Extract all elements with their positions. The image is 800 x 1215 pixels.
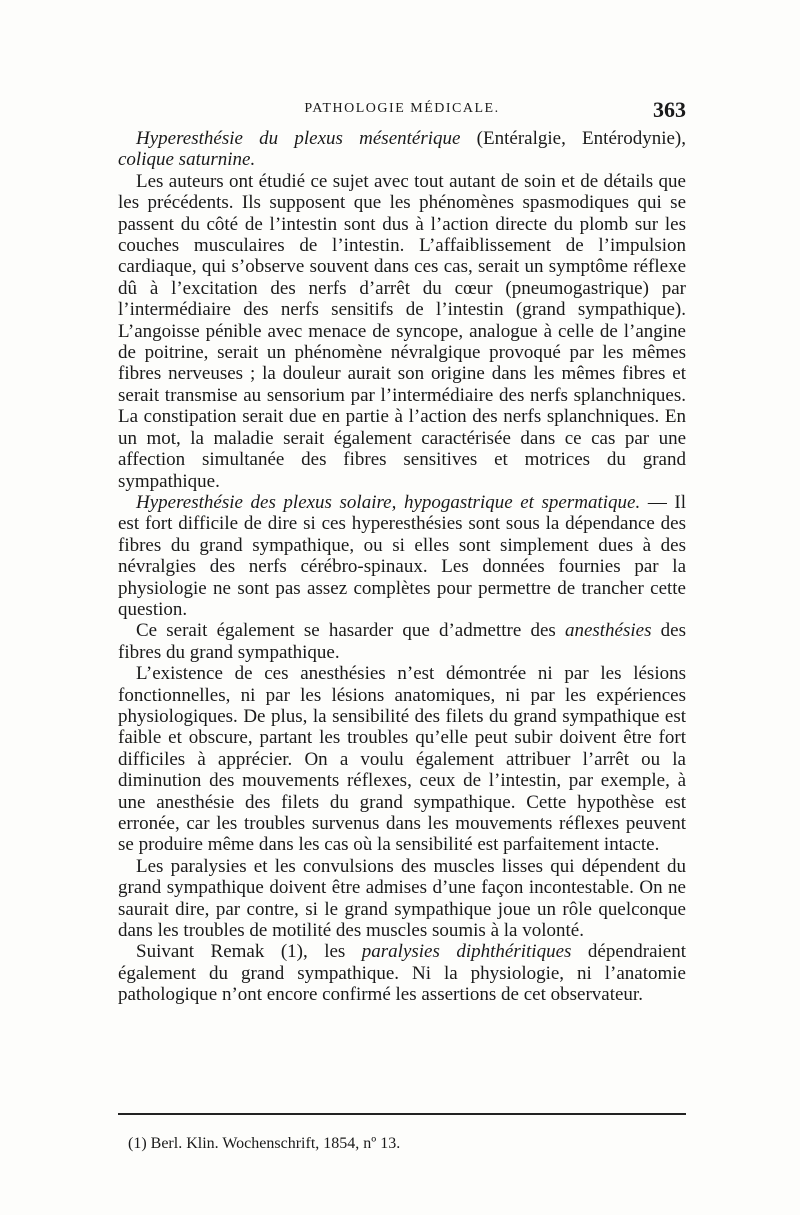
body-text	[118, 128, 686, 1006]
page-header	[118, 97, 686, 123]
paragraph-text: Ce serait également se hasarder que d’admettre des	[136, 620, 565, 642]
italic-term-paralysies: paralysies diphthéritiques	[361, 941, 572, 963]
paragraph-existence: L’existence de ces anesthésies n’est démontrée ni par les lésions fonctionnelles, ni par les lésions anatomiques, ni par les expériences physiologiques. De plus, la sensibilité des filets du grand sympathique est faible et obscure, partant les troubles qu’elle peut subir doivent être fort difficiles à apprécier. On a voulu également attribuer l’arrêt ou la diminution des mouvements réflexes, ceux de l’intestin, par exemple, à une anesthésie des filets du grand sympathique. Cette hypothèse est erronée, car les troubles survenus dans les mouvements réflexes peuvent se produire même dans les cas où la sensibilité est parfaitement intacte.	[118, 663, 686, 856]
paragraph-mesenteric-heading	[118, 128, 686, 171]
section-heading-saturnine: colique saturnine.	[118, 149, 256, 171]
footnote-rule	[118, 1113, 686, 1115]
paragraph-remak	[118, 941, 686, 1005]
paragraph-text: dépendraient également du grand sympathique. Ni la physiologie, ni l’anatomie pathologique n’ont encore confirmé les assertions de cet observateur.	[118, 941, 687, 1006]
paragraph-solar-plexus	[118, 492, 686, 620]
paragraph-text: — Il est fort difficile de dire si ces hyperesthésies sont sous la dépendance des fibres du grand sympathique, ou si elles sont simplement dues à des névralgies des nerfs cérébro-spinaux. Les données fournies par la physiologie ne sont pas assez complètes pour permettre de trancher cette question.	[118, 491, 687, 620]
page-number: 363	[653, 97, 686, 122]
section-heading-solar: Hyperesthésie des plexus solaire, hypogastrique et spermatique.	[136, 491, 641, 513]
italic-term-anesthesies: anesthésies	[564, 620, 652, 642]
paragraph-text: des fibres du grand sympathique.	[118, 620, 687, 663]
paragraph-anesthesias	[118, 620, 686, 663]
running-title: PATHOLOGIE MÉDICALE.	[304, 101, 500, 116]
footnote: (1) Berl. Klin. Wochenschrift, 1854, nº 13.	[128, 1135, 401, 1152]
paragraph-paralysies: Les paralysies et les convulsions des muscles lisses qui dépendent du grand sympathique doivent être admises d’une façon incontestable. On ne saurait dire, par contre, si le grand sympathique joue un rôle quelconque dans les troubles de motilité des muscles soumis à la volonté.	[118, 855, 686, 942]
paragraph-lead-colic: Les auteurs ont étudié ce sujet avec tout autant de soin et de détails que les précédents. Ils supposent que les phénomènes spasmodiques qui se passent du côté de l’intestin sont dus à l’action directe du plomb sur les couches musculaires de l’intestin. L’affaiblissement de l’impulsion cardiaque, qui s’observe souvent dans ces cas, serait un symptôme réflexe dû à l’excitation des nerfs d’arrêt du cœur (pneumogastrique) par l’intermédiaire des nerfs sensitifs de l’intestin (grand sympathique). L’angoisse pénible avec menace de syncope, analogue à celle de l’angine de poitrine, serait un phénomène névralgique provoqué par les mêmes fibres nerveuses ; la douleur aurait son origine dans les mêmes fibres et serait transmise au sensorium par l’intermédiaire des nerfs splanchniques. La constipation serait due en partie à l’action des nerfs splanchniques. En un mot, la maladie serait également caractérisée dans ce cas par une affection simultanée des fibres sensitives et motrices du grand sympathique.	[118, 170, 686, 492]
paragraph-text: Suivant Remak (1), les	[136, 941, 362, 963]
paragraph-text: (Entéralgie, Entérodynie),	[460, 128, 686, 149]
section-heading-mesenteric: Hyperesthésie du plexus mésentérique	[136, 128, 461, 149]
